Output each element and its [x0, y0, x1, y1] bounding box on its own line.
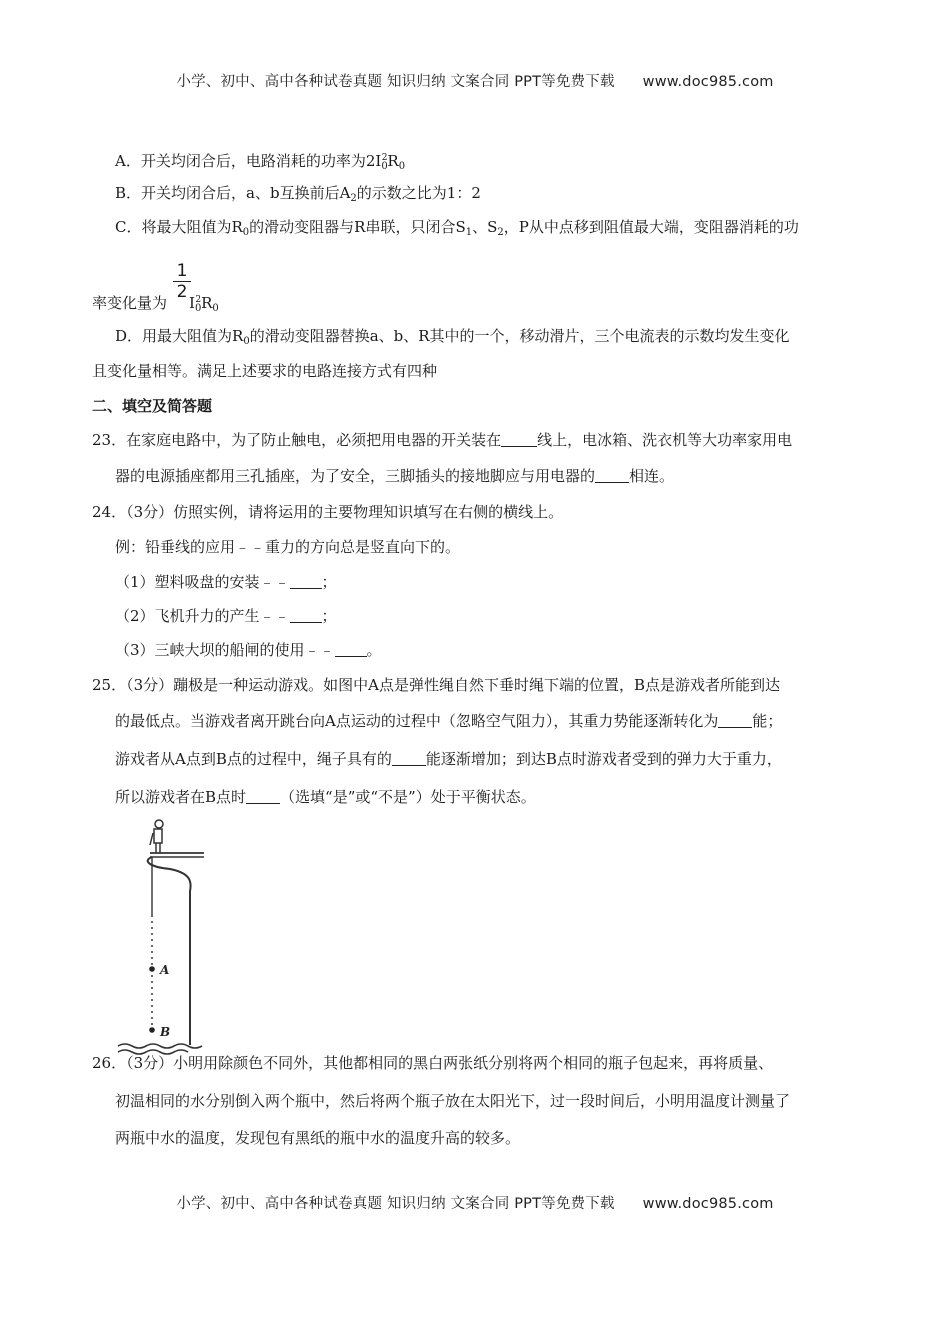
q25-line4: 所以游戏者在B点时 （选填“是”或“不是”）处于平衡状态。 — [115, 788, 536, 806]
q23-line2: 器的电源插座都用三孔插座，为了安全，三脚插头的接地脚应与用电器的 相连。 — [115, 467, 675, 485]
answer-blank[interactable] — [392, 750, 426, 766]
option-d-continued: 且变化量相等。满足上述要求的电路连接方式有四种 — [92, 362, 438, 380]
bungee-figure — [112, 815, 212, 1064]
option-b: B．开关均闭合后，a、b互换前后$A_2$的示数之比为1：2 — [115, 184, 481, 204]
label-a: A — [160, 963, 170, 977]
point-b-marker — [149, 1027, 155, 1033]
footer-banner — [0, 1192, 950, 1213]
banner-text: 小学、初中、高中各种试卷真题 知识归纳 文案合同 PPT等免费下载 — [176, 74, 615, 90]
option-c-continued: 率变化量为 $I_0^2R_0$ — [92, 294, 219, 314]
q26-line3: 两瓶中水的温度，发现包有黑纸的瓶中水的温度升高的较多。 — [115, 1129, 521, 1147]
footer-banner-text: 小学、初中、高中各种试卷真题 知识归纳 文案合同 PPT等免费下载 — [176, 1196, 615, 1212]
answer-blank[interactable] — [290, 607, 322, 623]
q26-line2: 初温相同的水分别倒入两个瓶中，然后将两个瓶子放在太阳光下，过一段时间后，小明用温度计测量了 — [115, 1092, 791, 1110]
fraction-one-half: 1 2 — [173, 262, 191, 301]
answer-blank[interactable] — [501, 431, 537, 447]
section-title: 二、填空及简答题 — [92, 397, 213, 415]
answer-blank[interactable] — [595, 467, 629, 483]
option-a: A．开关均闭合后，电路消耗的功率为$2I_0^2R_0$ — [115, 152, 406, 172]
q24-example: 例：铅垂线的应用﹣﹣重力的方向总是竖直向下的。 — [115, 538, 461, 556]
jumper-icon — [150, 820, 163, 853]
point-a-marker — [149, 966, 155, 972]
option-d: D．用最大阻值为$R_0$的滑动变阻器替换a、b、R其中的一个，移动滑片，三个电流表的示数均发生变化 — [115, 327, 790, 347]
answer-blank[interactable] — [718, 712, 752, 728]
q24-intro: 24．（3分）仿照实例，请将运用的主要物理知识填写在右侧的横线上。 — [92, 503, 564, 521]
bungee-diagram — [112, 815, 212, 1060]
site-link[interactable]: www.doc985.com — [642, 74, 774, 90]
option-c: C．将最大阻值为$R_0$的滑动变阻器与R串联，只闭合$S_1$、$S_2$，P从中点移到阻值最大端，变阻器消耗的功 — [115, 218, 799, 238]
q23-line1: 23．在家庭电路中，为了防止触电，必须把用电器的开关装在 线上，电冰箱、洗衣机等大功率家用电 — [92, 431, 793, 449]
label-b: B — [160, 1025, 171, 1039]
q24-item2: （2）飞机升力的产生﹣﹣ ； — [115, 607, 337, 625]
q25-line3: 游戏者从A点到B点的过程中，绳子具有的 能逐渐增加；到达B点时游戏者受到的弹力大于重力， — [115, 750, 782, 768]
q26-line1: 26．（3分）小明用除颜色不同外，其他都相同的黑白两张纸分别将两个相同的瓶子包起来，再将质量、 — [92, 1054, 774, 1072]
q25-line2: 的最低点。当游戏者离开跳台向A点运动的过程中（忽略空气阻力），其重力势能逐渐转化为 能； — [115, 712, 783, 730]
header-banner — [0, 70, 950, 91]
answer-blank[interactable] — [246, 788, 280, 804]
q25-line1: 25．（3分）蹦极是一种运动游戏。如图中A点是弹性绳自然下垂时绳下端的位置，B点是游戏者所能到达 — [92, 676, 780, 694]
q24-item1: （1）塑料吸盘的安装﹣﹣ ； — [115, 573, 337, 591]
q24-item3: （3）三峡大坝的船闸的使用﹣﹣ 。 — [115, 641, 382, 659]
footer-site-link[interactable]: www.doc985.com — [642, 1196, 774, 1212]
answer-blank[interactable] — [290, 573, 322, 589]
answer-blank[interactable] — [335, 641, 367, 657]
